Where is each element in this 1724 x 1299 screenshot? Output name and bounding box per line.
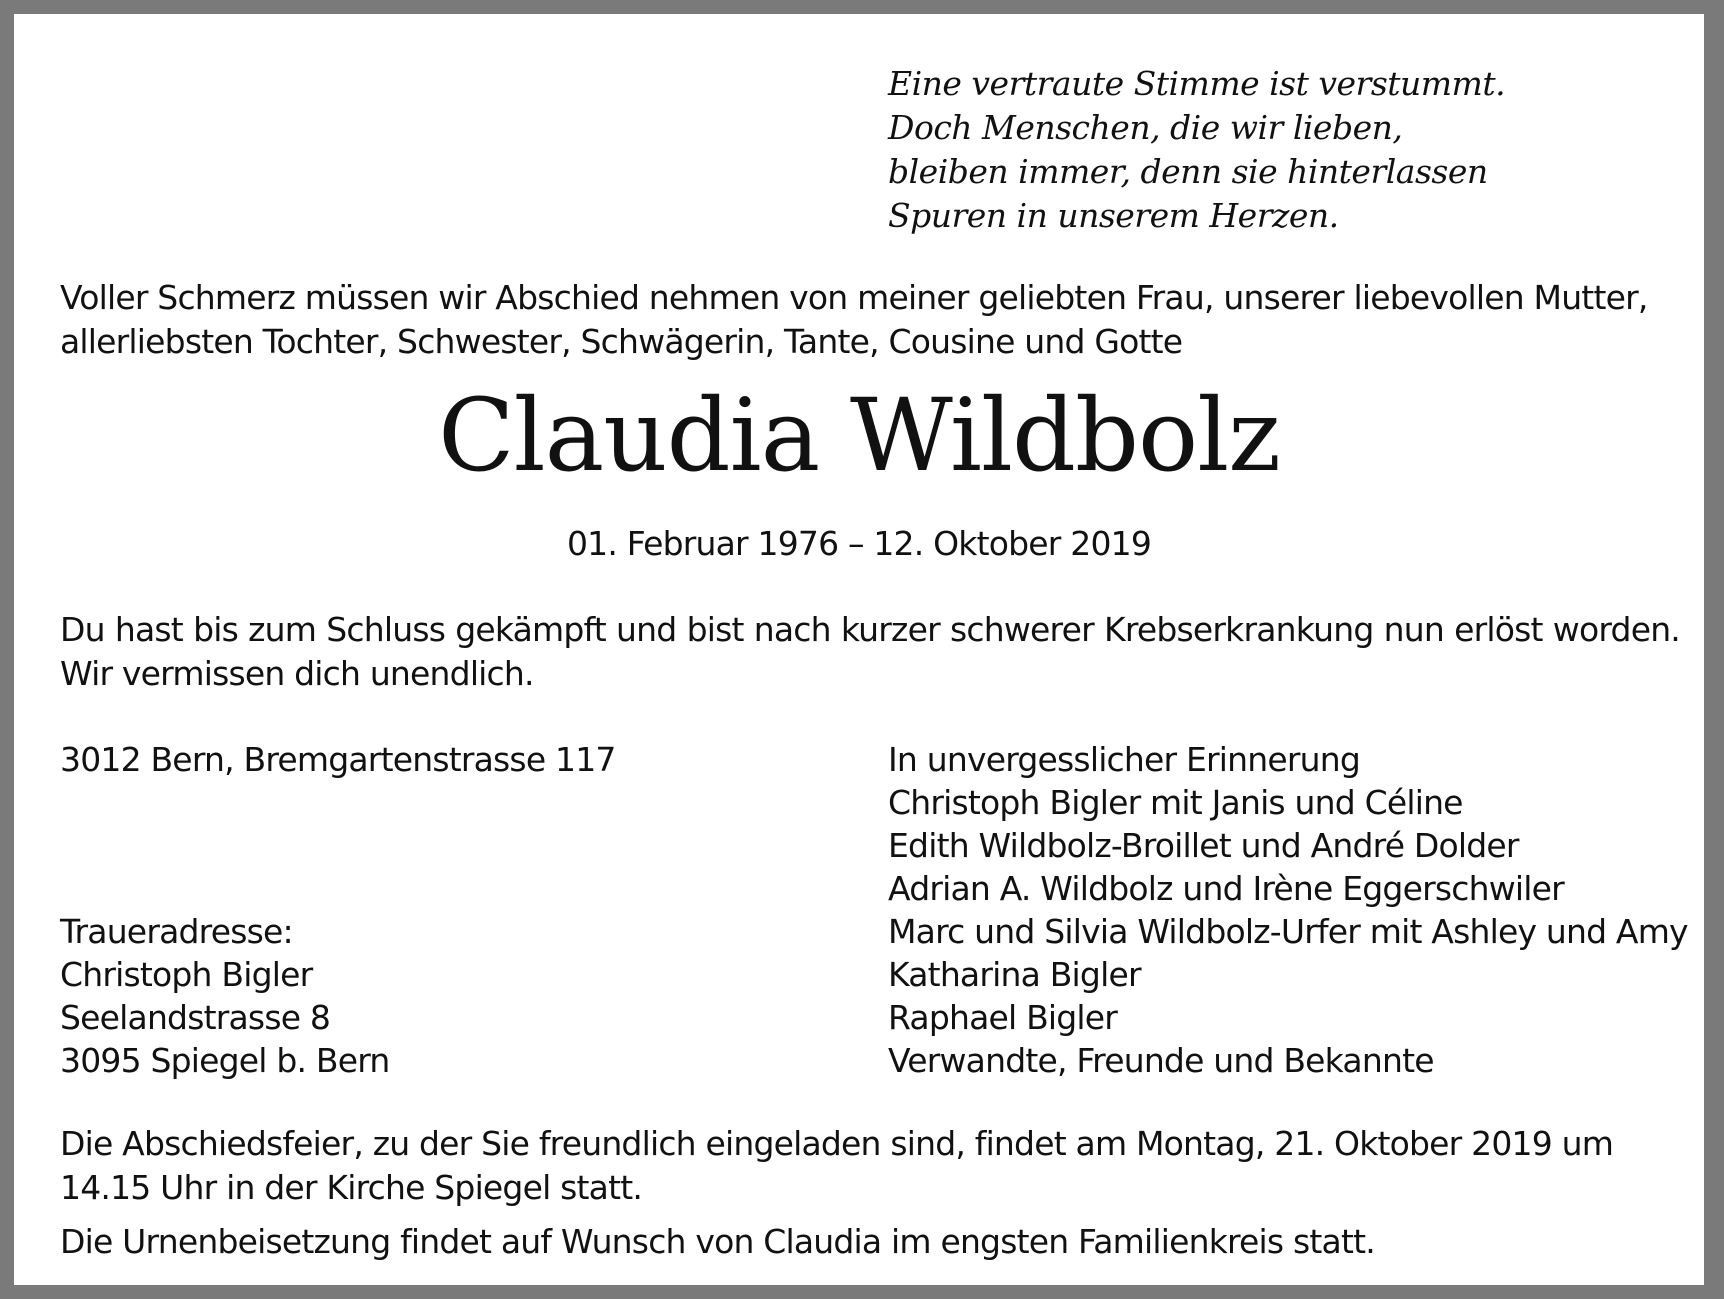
mourner-name: Christoph Bigler mit Janis und Céline xyxy=(888,783,1463,822)
mourner-name: Raphael Bigler xyxy=(888,998,1118,1037)
mourning-address-label: Traueradresse: xyxy=(60,912,293,951)
mourner-name: Katharina Bigler xyxy=(888,955,1141,994)
mourning-address-name: Christoph Bigler xyxy=(60,955,313,994)
mourning-address-street: Seelandstrasse 8 xyxy=(60,998,331,1037)
remembrance-heading: In unvergesslicher Erinnerung xyxy=(888,740,1361,779)
mourner-name: Verwandte, Freunde und Bekannte xyxy=(888,1041,1434,1080)
ceremony-info: Die Abschiedsfeier, zu der Sie freundlich eingeladen sind, findet am Montag, 21. Oktober 2019 um 14.15 Uhr in der Kirche Spiegel statt. xyxy=(60,1124,1614,1207)
motto-line: bleiben immer, denn sie hinterlassen xyxy=(888,152,1488,191)
farewell-message: Du hast bis zum Schluss gekämpft und bist nach kurzer schwerer Krebserkrankung nun erlöst worden. Wir vermissen dich unendlich. xyxy=(60,610,1680,693)
motto-poem xyxy=(888,62,1505,238)
deceased-name: Claudia Wildbolz xyxy=(438,377,1280,494)
urn-burial-info: Die Urnenbeisetzung findet auf Wunsch von Claudia im engsten Familienkreis statt. xyxy=(60,1222,1375,1261)
mourners-column xyxy=(888,738,1688,1082)
mourning-address-city: 3095 Spiegel b. Bern xyxy=(60,1041,390,1080)
motto-line: Spuren in unserem Herzen. xyxy=(888,196,1339,235)
home-address: 3012 Bern, Bremgartenstrasse 117 xyxy=(60,740,616,779)
mourner-name: Marc und Silvia Wildbolz-Urfer mit Ashley und Amy xyxy=(888,912,1688,951)
mourner-name: Adrian A. Wildbolz und Irène Eggerschwiler xyxy=(888,869,1564,908)
mourner-name: Edith Wildbolz-Broillet und André Dolder xyxy=(888,826,1519,865)
obituary-notice xyxy=(14,14,1704,1285)
motto-line: Doch Menschen, die wir lieben, xyxy=(888,108,1403,147)
spacer xyxy=(60,781,616,910)
address-column xyxy=(60,738,616,1082)
motto-line: Eine vertraute Stimme ist verstummt. xyxy=(888,64,1506,103)
intro-text: Voller Schmerz müssen wir Abschied nehmen von meiner geliebten Frau, unserer liebevollen Mutter, allerliebsten Tochter, Schwester, Schwägerin, Tante, Cousine und Gotte xyxy=(60,278,1648,361)
life-dates: 01. Februar 1976 – 12. Oktober 2019 xyxy=(566,524,1152,563)
